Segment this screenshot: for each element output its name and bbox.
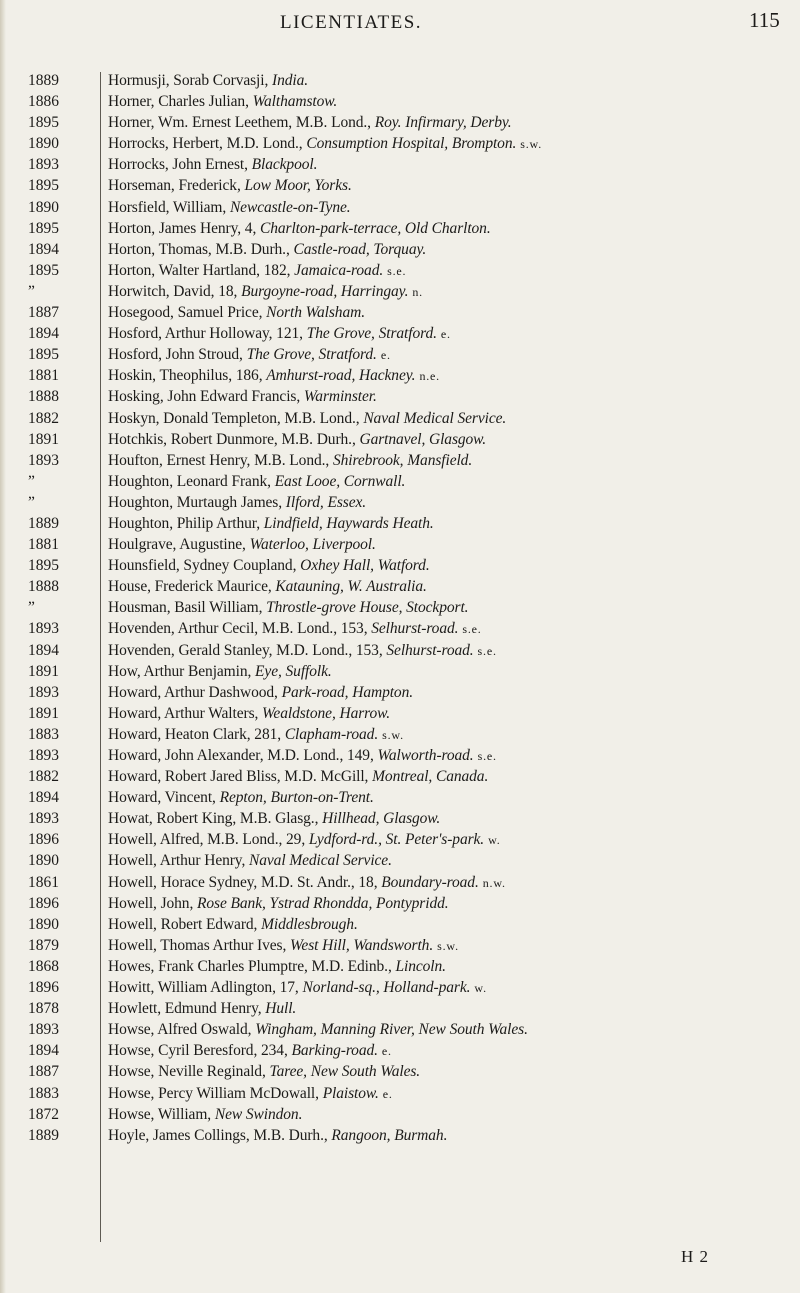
list-item bbox=[0, 239, 800, 260]
entry-text bbox=[108, 471, 405, 492]
list-item bbox=[0, 872, 800, 893]
entry-name-qualification: House, Frederick Maurice, bbox=[108, 578, 276, 596]
entry-text bbox=[108, 1125, 447, 1146]
entry-text bbox=[108, 492, 366, 513]
entry-address: Eye, Suffolk. bbox=[255, 662, 332, 680]
entry-year: 1895 bbox=[28, 114, 59, 132]
entry-name-qualification: Hotchkis, Robert Dunmore, M.B. Durh., bbox=[108, 430, 360, 448]
entry-name-qualification: Horrocks, John Ernest, bbox=[108, 156, 252, 174]
entry-name-qualification: Hosford, Arthur Holloway, 121, bbox=[108, 325, 307, 343]
entry-name-qualification: Howse, Neville Reginald, bbox=[108, 1063, 270, 1081]
entry-year: 1895 bbox=[28, 346, 59, 364]
entry-text bbox=[108, 1040, 392, 1062]
entry-name-qualification: Howat, Robert King, M.B. Glasg., bbox=[108, 810, 323, 828]
entry-text bbox=[108, 682, 413, 703]
entry-address: The Grove, Stratford. bbox=[246, 346, 377, 364]
entry-name-qualification: Hosking, John Edward Francis, bbox=[108, 388, 304, 406]
entry-name-qualification: Horrocks, Herbert, M.D. Lond., bbox=[108, 135, 307, 153]
entry-address: Montreal, Canada. bbox=[372, 768, 489, 786]
entry-name-qualification: Hovenden, Gerald Stanley, M.D. Lond., 153, bbox=[108, 641, 387, 659]
entry-text bbox=[108, 893, 449, 914]
entry-year: 1896 bbox=[28, 831, 59, 849]
list-item bbox=[0, 534, 800, 555]
entry-text bbox=[108, 956, 446, 977]
entry-name-qualification: Hovenden, Arthur Cecil, M.B. Lond., 153, bbox=[108, 620, 372, 638]
entry-year: 1881 bbox=[28, 367, 59, 385]
entry-address: Clapham-road. bbox=[284, 725, 379, 743]
entry-postal-district: e. bbox=[382, 1086, 393, 1101]
entry-text bbox=[108, 133, 542, 155]
entry-text bbox=[108, 1083, 393, 1105]
entry-text bbox=[108, 977, 487, 999]
entry-year: 1895 bbox=[28, 219, 59, 237]
list-item bbox=[0, 808, 800, 829]
entry-address: North Walsham. bbox=[266, 304, 365, 322]
entry-address: Naval Medical Service. bbox=[363, 409, 507, 427]
entry-name-qualification: Hormusji, Sorab Corvasji, bbox=[108, 72, 273, 89]
entry-address: Katauning, W. Australia. bbox=[275, 578, 427, 596]
list-item bbox=[0, 787, 800, 808]
entry-year: 1889 bbox=[28, 72, 59, 89]
entry-name-qualification: Howard, Heaton Clark, 281, bbox=[108, 725, 285, 743]
list-item bbox=[0, 935, 800, 956]
entry-year: ” bbox=[28, 472, 35, 490]
entry-text bbox=[108, 935, 459, 957]
entry-name-qualification: Howard, Arthur Dashwood, bbox=[108, 683, 282, 701]
entry-year: 1893 bbox=[28, 620, 59, 638]
list-item bbox=[0, 344, 800, 365]
entry-postal-district: w. bbox=[488, 833, 501, 848]
entry-address: Barking-road. bbox=[291, 1042, 378, 1060]
entry-name-qualification: Hoyle, James Collings, M.B. Durh., bbox=[108, 1126, 332, 1144]
licentiate-list bbox=[0, 70, 800, 1146]
entry-year: 1888 bbox=[28, 578, 59, 596]
list-item bbox=[0, 576, 800, 597]
entry-name-qualification: Howse, William, bbox=[108, 1105, 215, 1123]
entry-text bbox=[108, 323, 451, 345]
list-item bbox=[0, 1083, 800, 1104]
entry-address: Selhurst-road. bbox=[386, 641, 474, 659]
entry-name-qualification: Houghton, Murtaugh James, bbox=[108, 493, 286, 511]
entry-postal-district: s.w. bbox=[382, 727, 404, 742]
entry-text bbox=[108, 618, 482, 640]
entry-address: Park-road, Hampton. bbox=[281, 683, 413, 701]
entry-address: Ilford, Essex. bbox=[285, 493, 367, 511]
entry-year: 1893 bbox=[28, 683, 59, 701]
entry-address: Jamaica-road. bbox=[294, 261, 384, 279]
list-item bbox=[0, 745, 800, 766]
page-number: 115 bbox=[749, 8, 780, 32]
entry-name-qualification: Howse, Percy William McDowall, bbox=[108, 1084, 323, 1102]
running-title: LICENTIATES. bbox=[280, 12, 423, 33]
entry-year: 1887 bbox=[28, 1063, 59, 1081]
entry-name-qualification: Hoskin, Theophilus, 186, bbox=[108, 367, 267, 385]
entry-text bbox=[108, 175, 352, 196]
entry-address: Throstle-grove House, Stockport. bbox=[266, 599, 469, 617]
entry-text bbox=[108, 850, 392, 871]
entry-year: 1894 bbox=[28, 1042, 59, 1060]
entry-name-qualification: Horton, Walter Hartland, 182, bbox=[108, 261, 295, 279]
entry-year: 1891 bbox=[28, 662, 59, 680]
list-item bbox=[0, 323, 800, 344]
list-item bbox=[0, 1019, 800, 1040]
entry-postal-district: n.e. bbox=[419, 369, 440, 384]
entry-address: Walthamstow. bbox=[252, 93, 338, 111]
entry-postal-district: n.w. bbox=[482, 875, 506, 890]
entry-text bbox=[108, 555, 430, 576]
entry-name-qualification: Houfton, Ernest Henry, M.B. Lond., bbox=[108, 451, 333, 469]
entry-name-qualification: Houghton, Philip Arthur, bbox=[108, 514, 264, 532]
entry-name-qualification: Horsfield, William, bbox=[108, 198, 230, 216]
entry-year: 1894 bbox=[28, 325, 59, 343]
list-item bbox=[0, 1125, 800, 1146]
entry-text bbox=[108, 386, 377, 407]
list-item bbox=[0, 998, 800, 1019]
entry-text bbox=[108, 112, 512, 133]
entry-postal-district: s.w. bbox=[437, 938, 459, 953]
entry-year: 1882 bbox=[28, 768, 59, 786]
list-item bbox=[0, 450, 800, 471]
entry-address: Charlton-park-terrace, Old Charlton. bbox=[260, 219, 491, 237]
list-item bbox=[0, 597, 800, 618]
entry-text bbox=[108, 745, 497, 767]
entry-address: Wealdstone, Harrow. bbox=[262, 704, 391, 722]
list-item bbox=[0, 386, 800, 407]
list-item bbox=[0, 703, 800, 724]
list-item bbox=[0, 281, 800, 302]
signature-mark: H 2 bbox=[681, 1247, 710, 1266]
list-item bbox=[0, 112, 800, 133]
list-item bbox=[0, 154, 800, 175]
entry-address: Gartnavel, Glasgow. bbox=[359, 430, 487, 448]
entry-year: 1895 bbox=[28, 261, 59, 279]
entry-year: 1895 bbox=[28, 177, 59, 195]
entry-address: Repton, Burton-on-Trent. bbox=[219, 789, 374, 807]
entry-address: Roy. Infirmary, Derby. bbox=[374, 114, 512, 132]
entry-address: Plaistow. bbox=[322, 1084, 379, 1102]
entry-name-qualification: Hounsfield, Sydney Coupland, bbox=[108, 557, 301, 575]
page-header bbox=[0, 6, 800, 36]
entry-text bbox=[108, 998, 296, 1019]
entry-text bbox=[108, 302, 365, 323]
list-item bbox=[0, 1104, 800, 1125]
entry-year: 1893 bbox=[28, 1021, 59, 1039]
entry-year: 1872 bbox=[28, 1105, 59, 1123]
list-item bbox=[0, 471, 800, 492]
list-item bbox=[0, 724, 800, 745]
entry-postal-district: s.e. bbox=[477, 643, 497, 658]
entry-address: Blackpool. bbox=[251, 156, 318, 174]
entry-name-qualification: Houghton, Leonard Frank, bbox=[108, 472, 275, 490]
entry-postal-district: s.w. bbox=[520, 137, 543, 152]
entry-address: Rangoon, Burmah. bbox=[331, 1126, 448, 1144]
entry-address: India. bbox=[272, 72, 309, 89]
entry-address: Oxhey Hall, Watford. bbox=[300, 557, 430, 575]
list-item bbox=[0, 197, 800, 218]
list-item bbox=[0, 91, 800, 112]
entry-name-qualification: Horwitch, David, 18, bbox=[108, 282, 242, 300]
entry-name-qualification: Horton, James Henry, 4, bbox=[108, 219, 260, 237]
entry-name-qualification: Howell, Robert Edward, bbox=[108, 915, 262, 933]
list-item bbox=[0, 408, 800, 429]
entry-name-qualification: Howard, Vincent, bbox=[108, 789, 220, 807]
entry-postal-district: n. bbox=[412, 284, 423, 299]
list-item bbox=[0, 555, 800, 576]
entry-name-qualification: Howell, Thomas Arthur Ives, bbox=[108, 936, 291, 954]
entry-name-qualification: Howell, Arthur Henry, bbox=[108, 852, 250, 870]
entry-year: 1890 bbox=[28, 915, 59, 933]
entry-year: 1883 bbox=[28, 1084, 59, 1102]
entry-year: 1890 bbox=[28, 135, 59, 153]
entry-text bbox=[108, 408, 506, 429]
entry-address: Wingham, Manning River, New South Wales. bbox=[255, 1021, 528, 1039]
entry-postal-district: s.e. bbox=[477, 749, 497, 763]
entry-name-qualification: Hosford, John Stroud, bbox=[108, 346, 247, 364]
entry-text bbox=[108, 239, 426, 260]
entry-address: Taree, New South Wales. bbox=[269, 1063, 421, 1081]
entry-postal-district: w. bbox=[474, 981, 487, 996]
entry-address: Middlesbrough. bbox=[261, 915, 358, 933]
entry-year: 1896 bbox=[28, 979, 59, 997]
entry-address: Waterloo, Liverpool. bbox=[249, 536, 376, 554]
entry-name-qualification: How, Arthur Benjamin, bbox=[108, 662, 256, 680]
entry-name-qualification: Houlgrave, Augustine, bbox=[108, 536, 250, 554]
entry-year: 1889 bbox=[28, 1126, 59, 1144]
entry-year: 1893 bbox=[28, 747, 59, 764]
entry-address: Hull. bbox=[265, 1000, 297, 1018]
entry-year: 1882 bbox=[28, 409, 59, 427]
entry-address: Naval Medical Service. bbox=[249, 852, 392, 870]
entry-year: 1861 bbox=[28, 873, 59, 891]
list-item bbox=[0, 893, 800, 914]
entry-year: 1896 bbox=[28, 894, 59, 912]
entry-text bbox=[108, 597, 468, 618]
entry-address: Walworth-road. bbox=[377, 747, 474, 764]
entry-text bbox=[108, 914, 358, 935]
list-item bbox=[0, 766, 800, 787]
entry-text bbox=[108, 1104, 302, 1125]
entry-address: Castle-road, Torquay. bbox=[293, 240, 427, 258]
entry-year: ” bbox=[28, 282, 35, 300]
entry-year: 1891 bbox=[28, 430, 59, 448]
entry-year: 1886 bbox=[28, 93, 59, 111]
entry-year: 1893 bbox=[28, 156, 59, 174]
entry-postal-district: e. bbox=[380, 348, 391, 363]
list-item bbox=[0, 977, 800, 998]
entry-text bbox=[108, 513, 434, 534]
entry-name-qualification: Howes, Frank Charles Plumptre, M.D. Edinb., bbox=[108, 957, 396, 975]
entry-text bbox=[108, 154, 317, 175]
entry-address: New Swindon. bbox=[214, 1105, 303, 1123]
list-item bbox=[0, 260, 800, 281]
entry-address: Lindfield, Haywards Heath. bbox=[263, 514, 434, 532]
entry-text bbox=[108, 281, 423, 303]
entry-text bbox=[108, 534, 376, 555]
entry-name-qualification: Howlett, Edmund Henry, bbox=[108, 1000, 266, 1018]
entry-text bbox=[108, 91, 337, 112]
entry-address: Rose Bank, Ystrad Rhondda, Pontypridd. bbox=[197, 894, 449, 912]
entry-text bbox=[108, 872, 506, 894]
entry-year: 1894 bbox=[28, 240, 59, 258]
entry-postal-district: e. bbox=[381, 1044, 392, 1059]
entry-name-qualification: Howard, John Alexander, M.D. Lond., 149, bbox=[108, 747, 378, 764]
entry-address: West Hill, Wandsworth. bbox=[290, 936, 434, 954]
entry-text bbox=[108, 808, 440, 829]
list-item bbox=[0, 302, 800, 323]
entry-name-qualification: Howell, Horace Sydney, M.D. St. Andr., 18, bbox=[108, 873, 382, 891]
entry-address: Warminster. bbox=[303, 388, 377, 406]
entry-address: Boundary-road. bbox=[381, 873, 479, 891]
entry-year: 1891 bbox=[28, 704, 59, 722]
entry-year: ” bbox=[28, 493, 35, 511]
entry-year: 1883 bbox=[28, 725, 59, 743]
entry-year: 1888 bbox=[28, 388, 59, 406]
entry-address: Low Moor, Yorks. bbox=[244, 177, 352, 195]
entry-address: Consumption Hospital, Brompton. bbox=[306, 135, 517, 153]
entry-text bbox=[108, 450, 472, 471]
entry-name-qualification: Horseman, Frederick, bbox=[108, 177, 245, 195]
entry-text bbox=[108, 218, 491, 239]
entry-name-qualification: Horner, Wm. Ernest Leethem, M.B. Lond., bbox=[108, 114, 375, 132]
entry-text bbox=[108, 365, 440, 387]
list-item bbox=[0, 492, 800, 513]
entry-year: 1868 bbox=[28, 957, 59, 975]
entry-address: East Looe, Cornwall. bbox=[274, 472, 406, 490]
list-item bbox=[0, 133, 800, 154]
list-item bbox=[0, 513, 800, 534]
entry-text bbox=[108, 829, 501, 851]
entry-address: Lydford-rd., St. Peter's-park. bbox=[308, 831, 485, 849]
entry-name-qualification: Horton, Thomas, M.B. Durh., bbox=[108, 240, 294, 258]
entry-text bbox=[108, 576, 427, 597]
entry-year: 1890 bbox=[28, 198, 59, 216]
list-item bbox=[0, 914, 800, 935]
entry-year: 1894 bbox=[28, 789, 59, 807]
list-item bbox=[0, 956, 800, 977]
entry-text bbox=[108, 344, 391, 366]
entry-postal-district: s.e. bbox=[387, 263, 407, 278]
list-item bbox=[0, 175, 800, 196]
entry-name-qualification: Howse, Cyril Beresford, 234, bbox=[108, 1042, 292, 1060]
entry-year: 1887 bbox=[28, 304, 59, 322]
entry-year: ” bbox=[28, 599, 35, 617]
entry-year: 1895 bbox=[28, 557, 59, 575]
entry-name-qualification: Howard, Arthur Walters, bbox=[108, 704, 263, 722]
entry-name-qualification: Howitt, William Adlington, 17, bbox=[108, 979, 303, 997]
entry-text bbox=[108, 703, 390, 724]
entry-postal-district: s.e. bbox=[462, 622, 482, 637]
list-item bbox=[0, 682, 800, 703]
entry-text bbox=[108, 429, 486, 450]
entry-text bbox=[108, 260, 406, 282]
entry-year: 1878 bbox=[28, 1000, 59, 1018]
list-item bbox=[0, 218, 800, 239]
entry-address: Norland-sq., Holland-park. bbox=[302, 979, 471, 997]
entry-year: 1894 bbox=[28, 641, 59, 659]
entry-name-qualification: Howell, Alfred, M.B. Lond., 29, bbox=[108, 831, 309, 849]
entry-address: Lincoln. bbox=[395, 957, 446, 975]
entry-name-qualification: Hosegood, Samuel Price, bbox=[108, 304, 267, 322]
entry-text bbox=[108, 766, 488, 787]
entry-address: The Grove, Stratford. bbox=[306, 325, 437, 343]
list-item bbox=[0, 1061, 800, 1082]
entry-address: Selhurst-road. bbox=[371, 620, 459, 638]
entry-text bbox=[108, 197, 351, 218]
list-item bbox=[0, 640, 800, 661]
entry-name-qualification: Hoskyn, Donald Templeton, M.B. Lond., bbox=[108, 409, 364, 427]
entry-year: 1881 bbox=[28, 536, 59, 554]
list-item bbox=[0, 429, 800, 450]
entry-name-qualification: Housman, Basil William, bbox=[108, 599, 267, 617]
entry-year: 1890 bbox=[28, 852, 59, 870]
list-item bbox=[0, 661, 800, 682]
list-item bbox=[0, 850, 800, 871]
entry-address: Burgoyne-road, Harringay. bbox=[241, 282, 409, 300]
list-item bbox=[0, 618, 800, 639]
entry-text bbox=[108, 724, 404, 746]
entry-text bbox=[108, 787, 374, 808]
list-item bbox=[0, 70, 800, 91]
entry-name-qualification: Horner, Charles Julian, bbox=[108, 93, 253, 111]
entry-text bbox=[108, 70, 308, 91]
entry-year: 1889 bbox=[28, 514, 59, 532]
entry-text bbox=[108, 1061, 420, 1082]
entry-year: 1893 bbox=[28, 810, 59, 828]
entry-year: 1879 bbox=[28, 936, 59, 954]
entry-name-qualification: Howse, Alfred Oswald, bbox=[108, 1021, 256, 1039]
entry-name-qualification: Howard, Robert Jared Bliss, M.D. McGill, bbox=[108, 768, 373, 786]
entry-text bbox=[108, 1019, 528, 1040]
entry-address: Newcastle-on-Tyne. bbox=[229, 198, 351, 216]
list-item bbox=[0, 365, 800, 386]
entry-address: Shirebrook, Mansfield. bbox=[332, 451, 473, 469]
entry-name-qualification: Howell, John, bbox=[108, 894, 198, 912]
entry-address: Amhurst-road, Hackney. bbox=[266, 367, 416, 385]
entry-year: 1893 bbox=[28, 451, 59, 469]
list-item bbox=[0, 1040, 800, 1061]
list-item bbox=[0, 829, 800, 850]
entry-text bbox=[108, 640, 497, 662]
entry-address: Hillhead, Glasgow. bbox=[322, 810, 441, 828]
entry-text bbox=[108, 661, 332, 682]
entry-postal-district: e. bbox=[440, 327, 451, 342]
